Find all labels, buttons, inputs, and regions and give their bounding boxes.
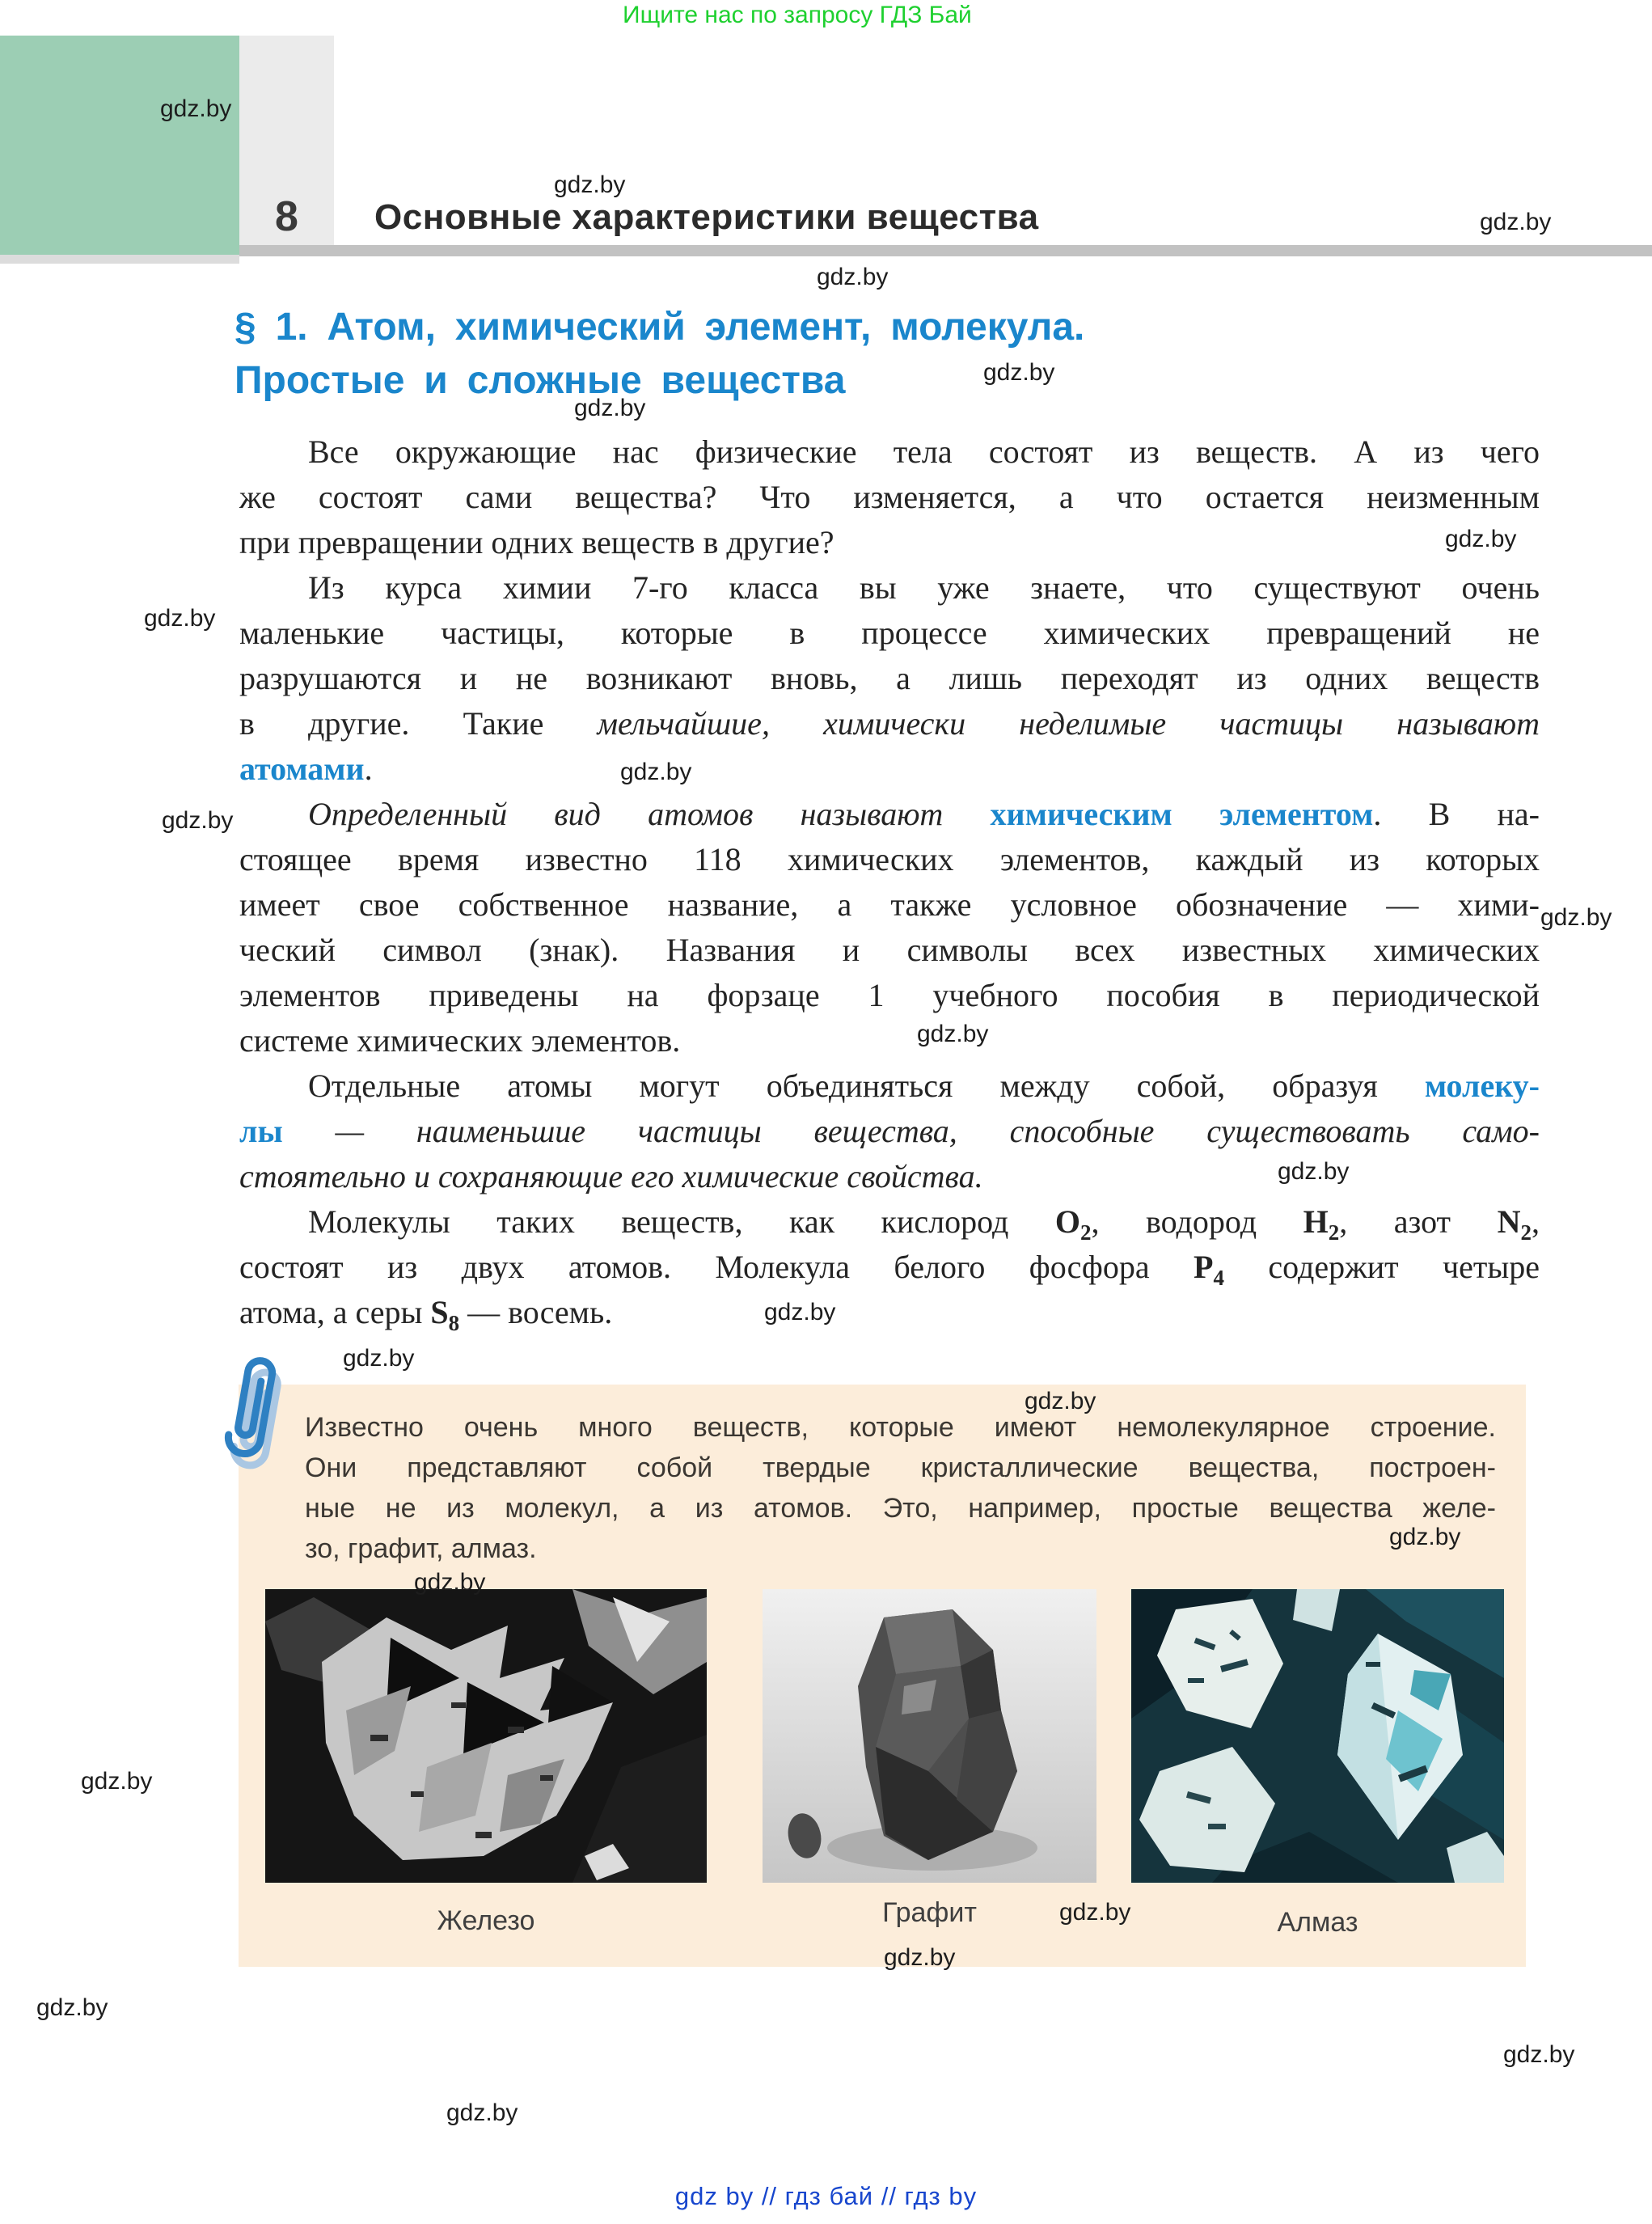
watermark: gdz.by [414,1569,486,1596]
watermark: gdz.by [81,1768,153,1795]
footer-link-text: gdz by // гдз бай // гдз by [674,2182,978,2210]
watermark: gdz.by [554,171,626,198]
watermark: gdz.by [620,759,692,785]
section-heading-line2: Простые и сложные вещества [234,359,846,402]
watermark: gdz.by [1503,2041,1575,2068]
text-line: Из курса химии 7-го класса вы уже знаете, что существуют очень [308,569,1540,606]
watermark: gdz.by [36,1994,108,2021]
text-line: разрушаются и не возникают вновь, а лишь переходят из одних веществ [239,660,1540,696]
text-line: же состоят сами вещества? Что изменяется, а что остается неизменным [239,479,1540,515]
watermark: gdz.by [160,95,232,122]
chapter-title: Основные характеристики вещества [374,197,1039,237]
paragraph [239,429,1540,565]
watermark: gdz.by [1445,526,1517,552]
page-number: 8 [275,193,298,240]
watermark: gdz.by [1059,1899,1131,1926]
watermark: gdz.by [144,605,216,632]
watermark: gdz.by [1480,209,1552,235]
text-line: Молекулы таких веществ, как кислород $O_2$, водород $H_2$, азот $N_2$, [308,1203,1540,1245]
text-line: Отдельные атомы могут объединяться между собой, образуя молеку- [308,1068,1540,1104]
text-line: имеет свое собственное название, а также условное обозначение — хими- [239,886,1540,923]
watermark: gdz.by [574,395,646,421]
watermark: gdz.by [764,1299,836,1326]
figure-label-iron: Железо [437,1905,535,1936]
text-line: атома, а серы $S_8$ — восемь. [239,1294,613,1335]
text-line: элементов приведены на форзаце 1 учебного пособия в периодической [239,977,1540,1013]
diamond-photo [1131,1589,1504,1883]
watermark: gdz.by [884,1944,956,1971]
section-heading-line1: § 1. Атом, химический элемент, молекула. [234,306,1085,349]
text-line: стоятельно и сохраняющие его химические свойства. [239,1158,983,1194]
watermark: gdz.by [1540,904,1612,931]
watermark: gdz.by [162,807,234,834]
text-line: Известно очень много веществ, которые имеют немолекулярное строение. [305,1412,1496,1443]
text-line: лы — наименьшие частицы вещества, способные существовать само- [239,1113,1540,1149]
info-box-text [305,1407,1496,1569]
text-line: маленькие частицы, которые в процессе химических превращений не [239,615,1540,651]
watermark: gdz.by [1389,1524,1461,1550]
text-line: системе химических элементов. [239,1022,681,1059]
watermark: gdz.by [1025,1388,1096,1414]
watermark: gdz.by [1278,1158,1350,1185]
section-heading [234,301,1561,408]
watermark: gdz.by [817,264,889,290]
text-line: при превращении одних веществ в другие? [239,524,834,560]
text-line: Они представляют собой твердые кристаллические вещества, построен- [305,1452,1496,1483]
header-rule [239,245,1652,256]
paragraph [239,1199,1540,1335]
paragraph [239,792,1540,1063]
figure-label-diamond: Алмаз [1277,1907,1358,1938]
header-rule-left [0,255,239,264]
text-line: состоят из двух атомов. Молекула белого фосфора $P_4$ содержит четыре [239,1249,1540,1290]
teal-corner-block [0,36,239,255]
watermark: gdz.by [983,359,1055,386]
watermark: gdz.by [917,1021,989,1047]
text-line: ные не из молекул, а из атомов. Это, например, простые вещества желе- [305,1493,1496,1524]
promo-banner: Ищите нас по запросу ГДЗ Бай [623,2,972,28]
figure-label-graphite: Графит [882,1897,977,1928]
paragraph [239,565,1540,792]
watermark: gdz.by [446,2099,518,2126]
text-line: Все окружающие нас физические тела состоят из веществ. А из чего [308,433,1540,470]
text-line: ческий символ (знак). Названия и символы всех известных химических [239,932,1540,968]
text-line: зо, графит, алмаз. [305,1533,537,1564]
body-text [239,429,1540,1335]
paperclip-icon [209,1339,289,1493]
text-line: Определенный вид атомов называют химическим элементом. В на- [308,796,1540,832]
iron-photo [265,1589,707,1883]
text-line: стоящее время известно 118 химических элементов, каждый из которых [239,841,1540,877]
text-line: атомами. [239,750,373,787]
watermark: gdz.by [343,1345,415,1372]
text-line: в другие. Такие мельчайшие, химически неделимые частицы называют [239,705,1540,742]
graphite-photo [763,1589,1096,1883]
